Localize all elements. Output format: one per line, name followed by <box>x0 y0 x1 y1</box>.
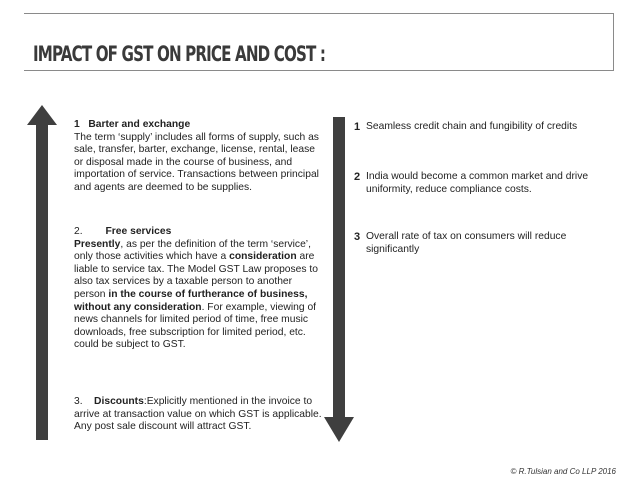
free-services-item <box>74 226 324 352</box>
bold-text: consideration <box>229 251 297 263</box>
bold-text: in the course of furtherance of business, without any consideration <box>74 288 308 313</box>
body-text: , as per the definition of the term ‘service’, only those activities which have a <box>74 238 311 263</box>
item-heading: Discounts <box>94 396 144 407</box>
body-text: . For example, viewing of news channels for limited period of time, free music downloads, free subscription for limited period, etc. could be subject to GST. <box>74 301 317 351</box>
arrow-up-icon <box>27 105 57 440</box>
bold-text: Presently <box>74 238 121 250</box>
item-body <box>74 239 324 352</box>
item-text: Overall rate of tax on consumers will reduce significantly <box>366 231 567 255</box>
item-number: 3 <box>354 231 361 243</box>
slide-title: IMPACT OF GST ON PRICE AND COST : <box>33 42 326 66</box>
item-body: :Explicitly mentioned in the invoice to arrive at transaction value on which GST is applicable. Any post sale discount will attract GST. <box>74 396 322 433</box>
item-heading: Barter and exchange <box>88 119 191 130</box>
item-number: 1 <box>354 121 361 133</box>
item-number: 2. <box>74 226 83 237</box>
item-text: India would become a common market and drive uniformity, reduce compliance costs. <box>366 171 589 195</box>
body-text: are liable to service tax. The Model GST Law proposes to also tax services by a taxable person to another person <box>74 251 319 300</box>
item-number: 2 <box>354 171 361 183</box>
copyright-notice: © R.Tulsian and Co LLP 2016 <box>510 467 616 476</box>
discounts-item <box>74 396 324 434</box>
right-item-2 <box>354 171 619 196</box>
item-number: 1 <box>74 119 80 130</box>
item-heading: Free services <box>105 226 172 237</box>
right-item-1 <box>354 121 619 134</box>
item-number: 3. <box>74 396 83 407</box>
barter-exchange-item <box>74 119 324 195</box>
right-item-3 <box>354 231 619 256</box>
item-body: The term ‘supply’ includes all forms of supply, such as sale, transfer, barter, exchange, license, rental, lease or disposal made in the course of business, and importation of service. Transactions between principal and agents are deemed to be supplies. <box>74 131 319 193</box>
item-text: Seamless credit chain and fungibility of credits <box>366 121 578 132</box>
arrow-down-icon <box>324 117 354 442</box>
